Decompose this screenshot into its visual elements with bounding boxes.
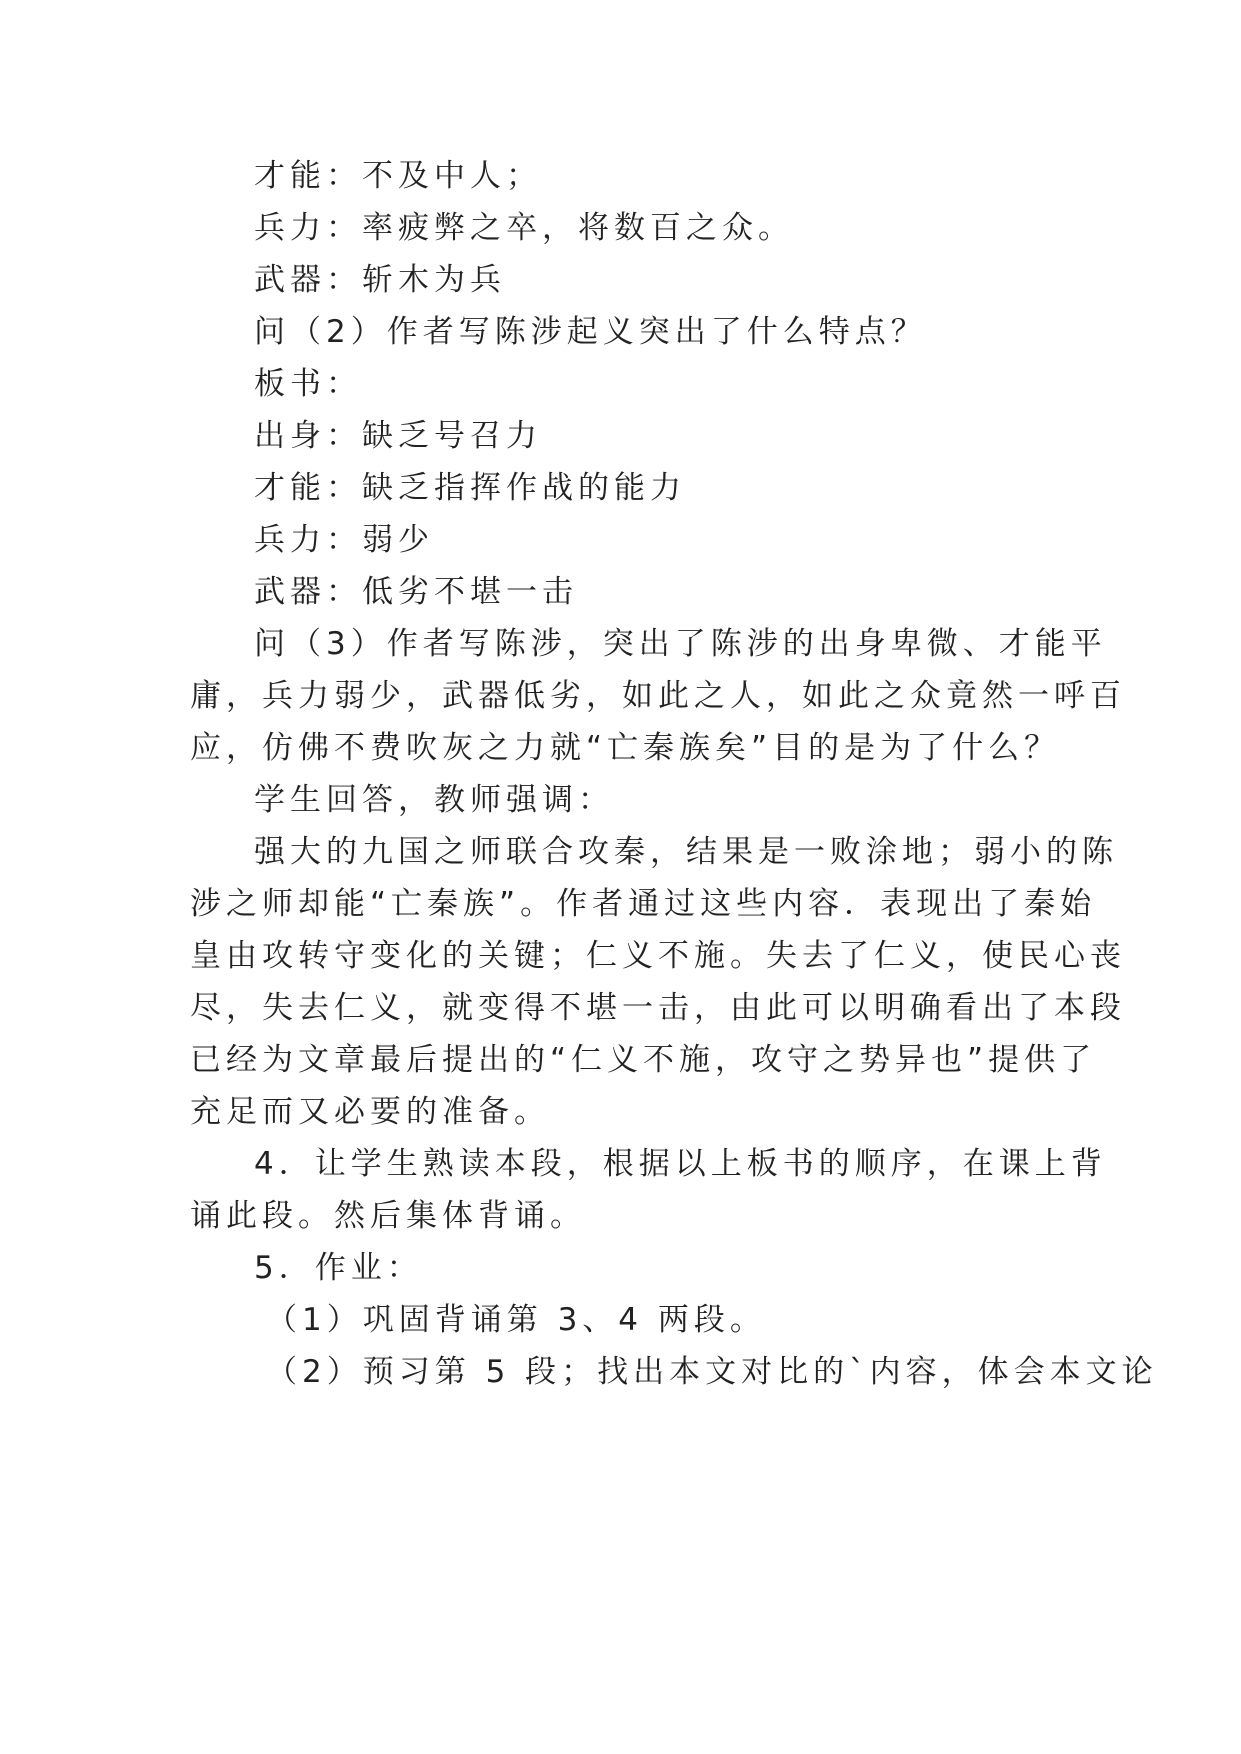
text-line: 才能：缺乏指挥作战的能力 bbox=[254, 470, 686, 506]
text-line: 兵力：率疲弊之卒，将数百之众。 bbox=[254, 210, 794, 246]
text-line: 出身：缺乏号召力 bbox=[254, 418, 542, 454]
text-line: 板书： bbox=[254, 366, 362, 402]
text-line: 问（3）作者写陈涉，突出了陈涉的出身卑微、才能平 bbox=[254, 626, 1107, 662]
text-line: 兵力：弱少 bbox=[254, 522, 434, 558]
text-line: （1）巩固背诵第 3、4 两段。 bbox=[266, 1302, 766, 1338]
text-line: 强大的九国之师联合攻秦，结果是一败涂地；弱小的陈 bbox=[254, 834, 1118, 870]
text-line: 武器：斩木为兵 bbox=[254, 262, 506, 298]
text-line: 已经为文章最后提出的“仁义不施，攻守之势异也”提供了 bbox=[190, 1042, 1097, 1078]
text-line: 庸，兵力弱少，武器低劣，如此之人，如此之众竟然一呼百 bbox=[190, 678, 1126, 714]
text-line: 4．让学生熟读本段，根据以上板书的顺序，在课上背 bbox=[254, 1146, 1107, 1182]
text-line: 才能：不及中人； bbox=[254, 158, 542, 194]
text-line: 应，仿佛不费吹灰之力就“亡秦族矣”目的是为了什么？ bbox=[190, 730, 1061, 766]
text-line: 皇由攻转守变化的关键；仁义不施。失去了仁义，使民心丧 bbox=[190, 938, 1126, 974]
text-line: 诵此段。然后集体背诵。 bbox=[190, 1198, 586, 1234]
text-line: （2）预习第 5 段；找出本文对比的`内容，体会本文论 bbox=[266, 1354, 1158, 1390]
text-line: 学生回答，教师强调： bbox=[254, 782, 614, 818]
text-line: 问（2）作者写陈涉起义突出了什么特点？ bbox=[254, 314, 927, 350]
text-line: 涉之师却能“亡秦族”。作者通过这些内容．表现出了秦始 bbox=[190, 886, 1097, 922]
text-line: 5．作业： bbox=[254, 1250, 423, 1286]
text-line: 充足而又必要的准备。 bbox=[190, 1094, 550, 1130]
text-line: 尽，失去仁义，就变得不堪一击，由此可以明确看出了本段 bbox=[190, 990, 1126, 1026]
text-line: 武器：低劣不堪一击 bbox=[254, 574, 578, 610]
